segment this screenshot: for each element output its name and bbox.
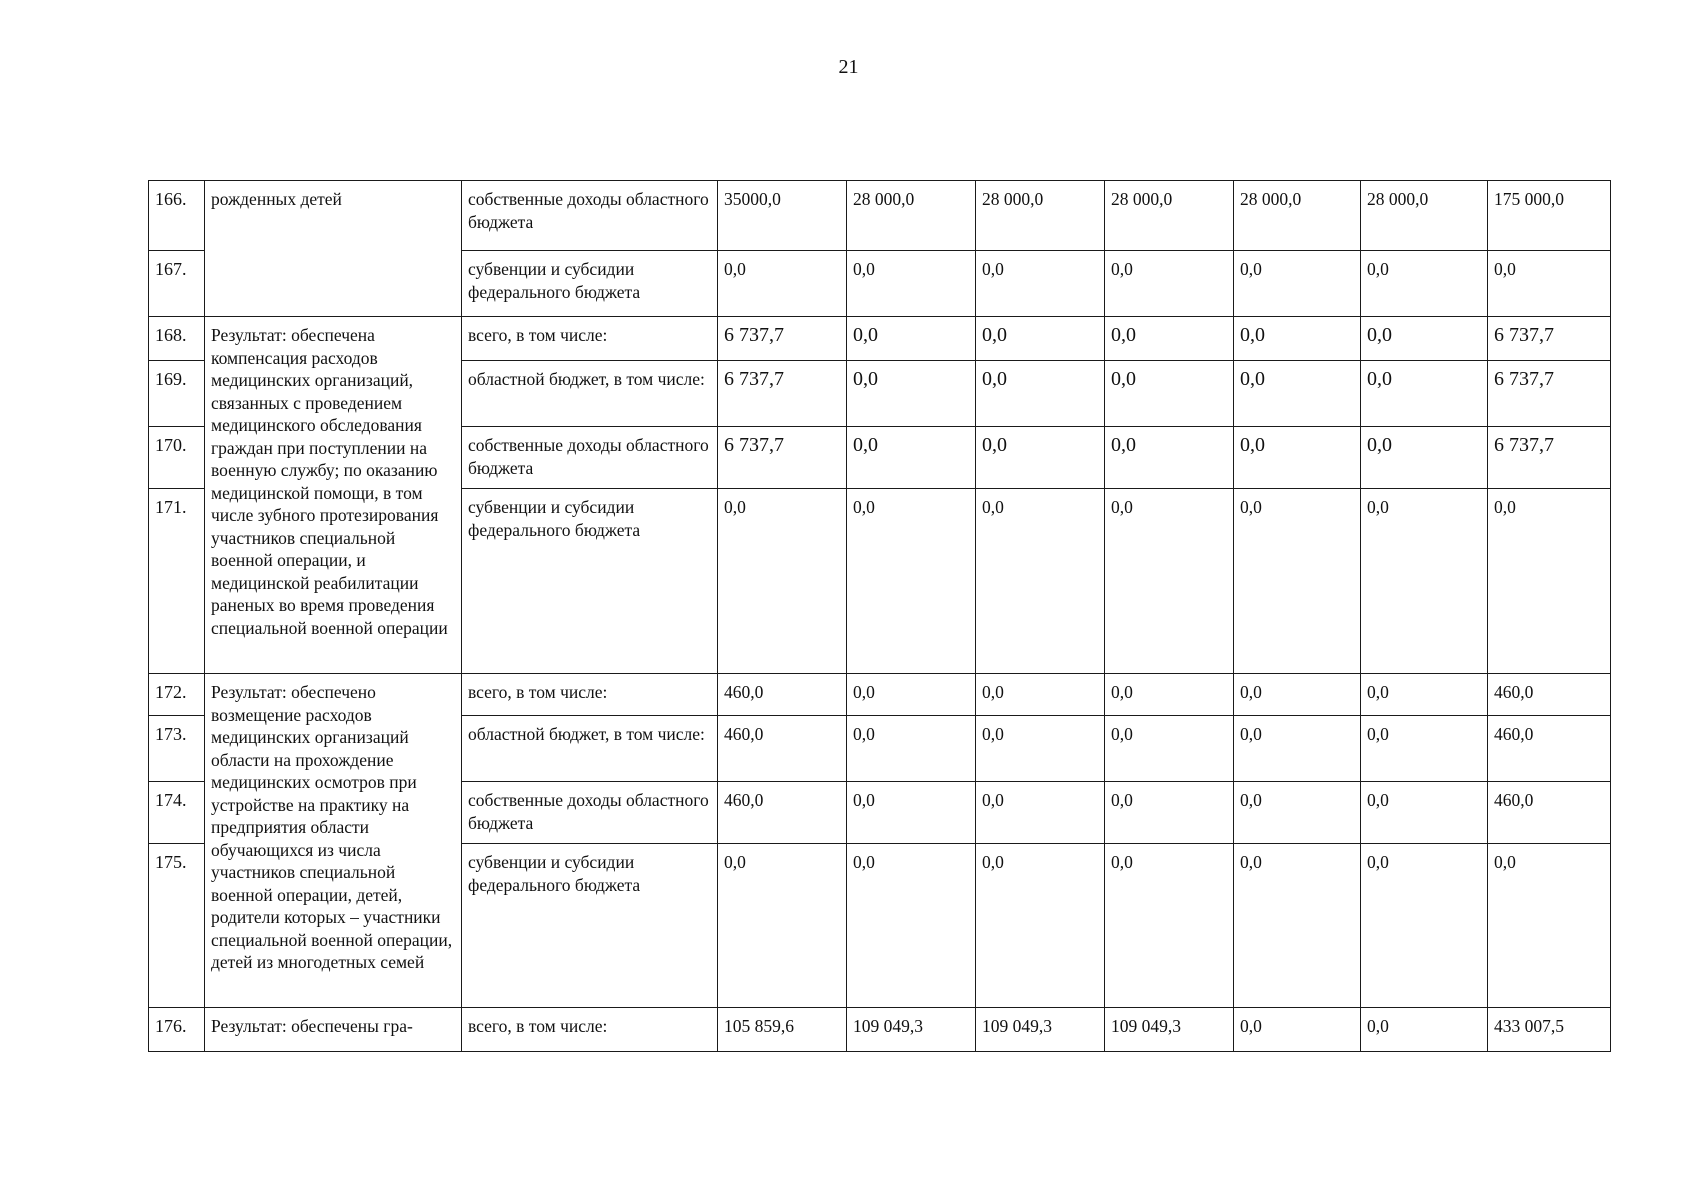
row-number: 166. (149, 181, 205, 251)
year-value-cell: 0,0 (718, 844, 847, 1008)
total-value-cell: 175 000,0 (1488, 181, 1611, 251)
funding-source: собственные доходы областного бюджета (462, 181, 718, 251)
year-value-cell: 0,0 (847, 489, 976, 674)
funding-source: всего, в том числе: (462, 317, 718, 361)
year-value-cell: 0,0 (847, 844, 976, 1008)
row-number: 172. (149, 674, 205, 716)
year-value-cell: 0,0 (1234, 782, 1361, 844)
page-number: 21 (838, 56, 859, 78)
year-value-cell: 0,0 (847, 674, 976, 716)
total-value-cell: 0,0 (1488, 489, 1611, 674)
year-value-cell: 0,0 (847, 427, 976, 489)
row-number: 171. (149, 489, 205, 674)
table-row (149, 1008, 1611, 1052)
funding-source: субвенции и субсидии федерального бюджета (462, 489, 718, 674)
year-value-cell: 0,0 (976, 427, 1105, 489)
budget-table (148, 180, 1611, 1052)
year-value-cell: 0,0 (976, 317, 1105, 361)
year-value-cell: 0,0 (976, 674, 1105, 716)
year-value-cell: 0,0 (847, 361, 976, 427)
funding-source: субвенции и субсидии федерального бюджета (462, 844, 718, 1008)
year-value-cell: 0,0 (1361, 427, 1488, 489)
row-number: 175. (149, 844, 205, 1008)
year-value-cell: 0,0 (1234, 674, 1361, 716)
year-value-cell: 28 000,0 (1105, 181, 1234, 251)
result-description: Результат: обеспечено возмещение расходов медицинских организаций области на прохождение медицинских осмотров при устройстве на практику на предприятия области обучающихся из числа участников специальной военной операции, детей, родители которых – участники специальной военной операции, детей из многодетных семей (205, 674, 462, 1008)
row-number: 174. (149, 782, 205, 844)
table-row (149, 317, 1611, 361)
year-value-cell: 28 000,0 (1361, 181, 1488, 251)
result-description: рожденных детей (205, 181, 462, 317)
result-description: Результат: обеспечены гра- (205, 1008, 462, 1052)
year-value-cell: 0,0 (1105, 844, 1234, 1008)
year-value-cell: 0,0 (976, 782, 1105, 844)
year-value-cell: 0,0 (976, 716, 1105, 782)
funding-source: областной бюджет, в том числе: (462, 716, 718, 782)
year-value-cell: 0,0 (1361, 361, 1488, 427)
year-value-cell: 0,0 (1105, 782, 1234, 844)
year-value-cell: 109 049,3 (847, 1008, 976, 1052)
year-value-cell: 0,0 (1105, 317, 1234, 361)
year-value-cell: 0,0 (1105, 361, 1234, 427)
funding-source: всего, в том числе: (462, 1008, 718, 1052)
year-value-cell: 0,0 (1234, 716, 1361, 782)
year-value-cell: 0,0 (1361, 317, 1488, 361)
year-value-cell: 460,0 (718, 716, 847, 782)
year-value-cell: 0,0 (1234, 844, 1361, 1008)
year-value-cell: 6 737,7 (718, 427, 847, 489)
year-value-cell: 6 737,7 (718, 361, 847, 427)
year-value-cell: 0,0 (718, 251, 847, 317)
year-value-cell: 0,0 (1361, 844, 1488, 1008)
total-value-cell: 460,0 (1488, 716, 1611, 782)
year-value-cell: 0,0 (1361, 716, 1488, 782)
year-value-cell: 0,0 (1361, 489, 1488, 674)
year-value-cell: 0,0 (847, 251, 976, 317)
table-row (149, 181, 1611, 251)
row-number: 170. (149, 427, 205, 489)
row-number: 173. (149, 716, 205, 782)
year-value-cell: 0,0 (1105, 674, 1234, 716)
total-value-cell: 433 007,5 (1488, 1008, 1611, 1052)
year-value-cell: 0,0 (1105, 427, 1234, 489)
table-row (149, 674, 1611, 716)
year-value-cell: 35000,0 (718, 181, 847, 251)
year-value-cell: 0,0 (1105, 716, 1234, 782)
year-value-cell: 460,0 (718, 782, 847, 844)
year-value-cell: 0,0 (976, 251, 1105, 317)
row-number: 176. (149, 1008, 205, 1052)
year-value-cell: 0,0 (1361, 1008, 1488, 1052)
row-number: 168. (149, 317, 205, 361)
year-value-cell: 0,0 (1234, 361, 1361, 427)
year-value-cell: 0,0 (1105, 489, 1234, 674)
year-value-cell: 105 859,6 (718, 1008, 847, 1052)
year-value-cell: 0,0 (1234, 251, 1361, 317)
total-value-cell: 6 737,7 (1488, 361, 1611, 427)
year-value-cell: 28 000,0 (976, 181, 1105, 251)
total-value-cell: 460,0 (1488, 674, 1611, 716)
year-value-cell: 0,0 (1234, 427, 1361, 489)
year-value-cell: 109 049,3 (1105, 1008, 1234, 1052)
year-value-cell: 0,0 (847, 716, 976, 782)
year-value-cell: 0,0 (976, 489, 1105, 674)
year-value-cell: 0,0 (1361, 674, 1488, 716)
total-value-cell: 460,0 (1488, 782, 1611, 844)
year-value-cell: 6 737,7 (718, 317, 847, 361)
result-description: Результат: обеспечена компенсация расходов медицинских организаций, связанных с проведением медицинского обследования граждан при поступлении на военную службу; по оказанию медицинской помощи, в том числе зубного протезирования участников специальной военной операции, и медицинской реабилитации раненых во время проведения специальной военной операции (205, 317, 462, 674)
row-number: 169. (149, 361, 205, 427)
year-value-cell: 0,0 (847, 317, 976, 361)
year-value-cell: 0,0 (1234, 317, 1361, 361)
year-value-cell: 0,0 (1361, 251, 1488, 317)
year-value-cell: 0,0 (1234, 489, 1361, 674)
funding-source: субвенции и субсидии федерального бюджета (462, 251, 718, 317)
funding-source: собственные доходы областного бюджета (462, 782, 718, 844)
total-value-cell: 0,0 (1488, 844, 1611, 1008)
year-value-cell: 28 000,0 (847, 181, 976, 251)
year-value-cell: 460,0 (718, 674, 847, 716)
year-value-cell: 28 000,0 (1234, 181, 1361, 251)
year-value-cell: 0,0 (1105, 251, 1234, 317)
row-number: 167. (149, 251, 205, 317)
year-value-cell: 0,0 (847, 782, 976, 844)
funding-source: всего, в том числе: (462, 674, 718, 716)
year-value-cell: 0,0 (718, 489, 847, 674)
total-value-cell: 0,0 (1488, 251, 1611, 317)
year-value-cell: 0,0 (976, 844, 1105, 1008)
funding-source: собственные доходы областного бюджета (462, 427, 718, 489)
year-value-cell: 0,0 (976, 361, 1105, 427)
year-value-cell: 0,0 (1234, 1008, 1361, 1052)
total-value-cell: 6 737,7 (1488, 317, 1611, 361)
year-value-cell: 109 049,3 (976, 1008, 1105, 1052)
year-value-cell: 0,0 (1361, 782, 1488, 844)
total-value-cell: 6 737,7 (1488, 427, 1611, 489)
funding-source: областной бюджет, в том числе: (462, 361, 718, 427)
